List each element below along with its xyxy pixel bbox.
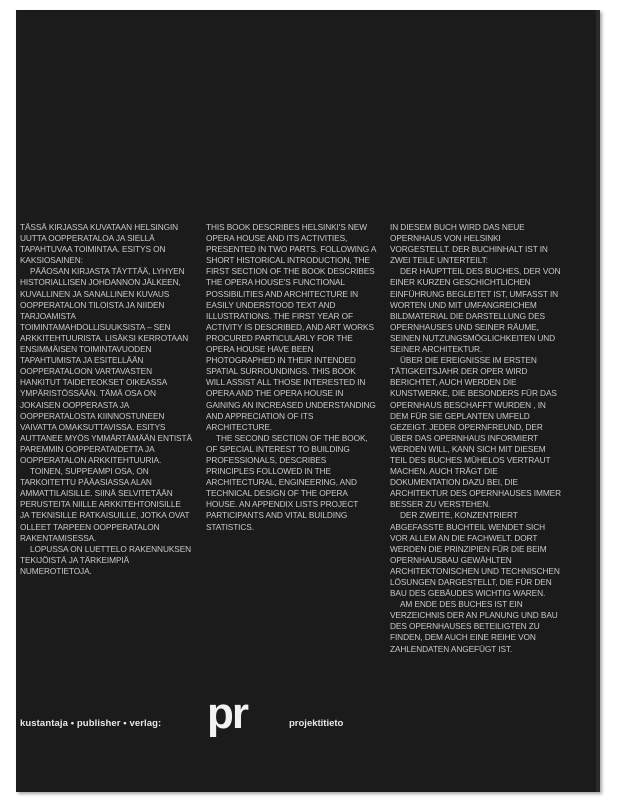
german-paragraph: AM ENDE DES BUCHES IST EIN VERZEICHNIS DER AN PLANUNG UND BAU DES OPERNHAUSES BETEILIGTEN ZU FINDEN, DEM AUCH EINE REIHE VON ZAHLENDATEN ANGEFÜGT IST. (390, 599, 558, 654)
finnish-description (20, 222, 192, 577)
german-paragraph: DER ZWEITE, KONZENTRIERT ABGEFASSTE BUCHTEIL WENDET SICH VOR ALLEM AN DIE FACHWELT. DORT WERDEN DIE PRINZIPIEN FÜR DIE BEIM OPERNHAUSBAU GEWÄHLTEN ARCHITEKTONISCHEN UND TECHNISCHEN LÖSUNGEN DARGESTELLT, DIE FÜR DEN BAU DES GEBÄUDES WICHTIG WAREN. (390, 510, 560, 599)
english-paragraph: THIS BOOK DESCRIBES HELSINKI'S NEW OPERA HOUSE AND ITS ACTIVITIES, PRESENTED IN TWO PARTS. FOLLOWING A SHORT HISTORICAL INTRODUCTION, THE FIRST SECTION OF THE BOOK DESCRIBES THE OPERA HOUSE'S FUNCTIONAL POSSIBILITIES AND ARCHITECTURE IN EASILY UNDERSTOOD TEXT AND ILLUSTRATIONS. THE FIRST YEAR OF ACTIVITY IS DESCRIBED, AND ART WORKS PROCURED PARTICULARLY FOR THE OPERA HOUSE HAVE BEEN PHOTOGRAPHED IN THEIR INTENDED SPATIAL SURROUNDINGS. THIS BOOK WILL ASSIST ALL THOSE INTERESTED IN OPERA AND THE OPERA HOUSE IN GAINING AN INCREASED UNDERSTANDING AND APPRECIATION OF ITS ARCHITECTURE. (206, 222, 376, 432)
publisher-imprint: projektitieto (289, 718, 344, 729)
finnish-paragraph: TÄSSÄ KIRJASSA KUVATAAN HELSINGIN UUTTA OOPPERATALOA JA SIELLÄ TAPAHTUVAA TOIMINTAA. ESITYS ON KAKSIOSAINEN: (20, 222, 179, 266)
publisher-label: kustantaja • publisher • verlag: (20, 718, 162, 729)
publisher-footer (20, 689, 560, 738)
english-paragraph: THE SECOND SECTION OF THE BOOK, OF SPECIAL INTEREST TO BUILDING PROFESSIONALS, DESCRIBES PRINCIPLES FOLLOWED IN THE ARCHITECTURAL, ENGINEERING, AND TECHNICAL DESIGN OF THE OPERA HOUSE. AN APPENDIX LISTS PROJECT PARTICIPANTS AND VITAL BUILDING STATISTICS. (206, 432, 368, 532)
publisher-logo: pr (207, 689, 247, 738)
german-description (390, 222, 562, 655)
german-paragraph: ÜBER DIE EREIGNISSE IM ERSTEN TÄTIGKEITSJAHR DER OPER WIRD BERICHTET, AUCH WERDEN DIE KUNSTWERKE, DIE BESONDERS FÜR DAS OPERNHAUS BESCHAFFT WURDEN , IN DEM FÜR SIE GEPLANTEN UMFELD GEZEIGT. JEDER OPERNFREUND, DER ÜBER DAS OPERNHAUS INFORMIERT WERDEN WILL, KANN SICH MIT DIESEM TEIL DES BUCHES MÜHELOS VERTRAUT MACHEN. AUCH TRÄGT DIE DOKUMENTATION DAZU BEI, DIE ARCHITEKTUR DES OPERNHAUSES IMMER BESSER ZU VERSTEHEN. (390, 355, 561, 510)
cover-edge (596, 10, 600, 792)
finnish-paragraph: PÄÄOSAN KIRJASTA TÄYTTÄÄ, LYHYEN HISTORIALLISEN JOHDANNON JÄLKEEN, KUVALLINEN JA SANALLINEN KUVAUS OOPPERATALON TILOISTA JA NIIDEN TARJOAMISTA TOIMINTAMAHDOLLISUUKSISTA – SEN ARKKITEHTUURISTA. LISÄKSI KERROTAAN ENSIMMÄISEN TOIMINTAVUODEN TAPAHTUMISTA JA ESITELLÄÄN OOPPERATALOON VARTAVASTEN HANKITUT TAIDETEOKSET OIKEASSA YMPÄRISTÖSSÄÄN. TÄMÄ OSA ON JOKAISEN OOPPERASTA JA OOPPERATALOSTA KIINNOSTUNEEN VAIVATTA OMAKSUTTAVISSA. ESITYS AUTTANEE MYÖS YMMÄRTÄMÄÄN ENTISTÄ PAREMMIN OOPPERATAIDETTA JA OOPPERATALON ARKKITEHTUURIA. (20, 266, 192, 465)
finnish-paragraph: LOPUSSA ON LUETTELO RAKENNUKSEN TEKIJÖISTÄ JA TÄRKEIMPIÄ NUMEROTIETOJA. (20, 543, 192, 576)
german-paragraph: DER HAUPTTEIL DES BUCHES, DER VON EINER KURZEN GESCHICHTLICHEN EINFÜHRUNG BEGLEITET IST, UMFASST IN WORTEN UND MIT UMFANGREICHEM BILDMATERIAL DIE DARSTELLUNG DES OPERNHAUSES UND SEINER RÄUME, SEINEN NUTZUNGSMÖGLICHKEITEN UND SEINER ARCHITEKTUR. (390, 266, 561, 355)
finnish-paragraph: TOINEN, SUPPEAMPI OSA, ON TARKOITETTU PÄÄASIASSA ALAN AMMATTILAISILLE. SIINÄ SELVITETÄÄN PERUSTEITA NIILLE ARKKITEHTONISILLE JA TEKNISILLE RATKAISUILLE, JOTKA OVAT OLLEET TARPEEN OOPPERATALON RAKENTAMISESSA. (20, 466, 190, 543)
english-description (206, 222, 376, 533)
german-paragraph: IN DIESEM BUCH WIRD DAS NEUE OPERNHAUS VON HELSINKI VORGESTELLT. DER BUCHINHALT IST IN ZWEI TEILE UNTERTEILT: (390, 222, 548, 266)
